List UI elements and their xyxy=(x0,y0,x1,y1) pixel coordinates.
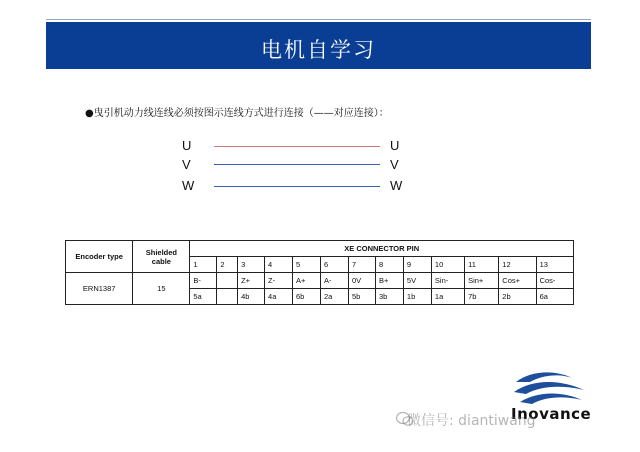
shielded-cable-header: Shielded cable xyxy=(133,241,190,273)
core-cell: 7b xyxy=(465,289,499,305)
pin-number-cell: 7 xyxy=(348,257,375,273)
pin-number-cell: 6 xyxy=(321,257,349,273)
signal-cell: 5V xyxy=(403,273,431,289)
pin-number-cell: 3 xyxy=(238,257,265,273)
pin-number-cell: 8 xyxy=(375,257,403,273)
company-name: Inovance xyxy=(511,405,592,423)
wire-label-left: W xyxy=(182,178,195,193)
wire-line-u xyxy=(214,146,380,147)
wiring-note: ●曳引机动力线连线必须按图示连线方式进行连接（——对应连接）： xyxy=(85,108,389,119)
wire-line-w xyxy=(214,186,380,187)
pin-number-cell: 5 xyxy=(293,257,321,273)
core-cell: 2b xyxy=(499,289,536,305)
wire-label-left: V xyxy=(182,157,191,172)
signal-row xyxy=(66,273,574,289)
signal-cell: A- xyxy=(321,273,349,289)
pin-number-cell: 12 xyxy=(499,257,536,273)
inovance-logo-icon xyxy=(512,368,588,408)
signal-cell: B- xyxy=(190,273,217,289)
signal-cell: Sin- xyxy=(431,273,464,289)
signal-cell: B+ xyxy=(375,273,403,289)
wire-line-v xyxy=(214,164,380,165)
shielded-cable-value: 15 xyxy=(133,273,190,305)
wire-label-right: V xyxy=(390,157,399,172)
core-cell: 5b xyxy=(348,289,375,305)
signal-cell: Z- xyxy=(265,273,293,289)
pin-number-cell: 13 xyxy=(536,257,573,273)
core-cell: 4b xyxy=(238,289,265,305)
core-cell: 6b xyxy=(293,289,321,305)
core-cell: 4a xyxy=(265,289,293,305)
pin-number-cell: 4 xyxy=(265,257,293,273)
signal-cell: 0V xyxy=(348,273,375,289)
encoder-model: ERN1387 xyxy=(66,273,133,305)
encoder-type-header: Encoder type xyxy=(66,241,133,273)
encoder-pin-table xyxy=(65,240,574,305)
core-cell: 6a xyxy=(536,289,573,305)
signal-cell xyxy=(217,273,238,289)
watermark-text: 微信号: diantiwang xyxy=(407,413,536,429)
core-cell: 3b xyxy=(375,289,403,305)
pin-number-cell: 2 xyxy=(217,257,238,273)
core-cell: 2a xyxy=(321,289,349,305)
pin-number-cell: 10 xyxy=(431,257,464,273)
signal-cell: Cos- xyxy=(536,273,573,289)
signal-cell: Sin+ xyxy=(465,273,499,289)
wire-label-right: U xyxy=(390,138,400,153)
page-title: 电机自学习 xyxy=(261,38,376,62)
connector-pin-header: XE CONNECTOR PIN xyxy=(190,241,574,257)
signal-cell: A+ xyxy=(293,273,321,289)
pin-number-cell: 11 xyxy=(465,257,499,273)
core-cell: 5a xyxy=(190,289,217,305)
signal-cell: Cos+ xyxy=(499,273,536,289)
core-cell: 1a xyxy=(431,289,464,305)
pin-number-cell: 9 xyxy=(403,257,431,273)
wire-label-left: U xyxy=(182,138,192,153)
title-banner xyxy=(46,22,591,69)
pin-number-cell: 1 xyxy=(190,257,217,273)
core-cell: 1b xyxy=(403,289,431,305)
header-divider xyxy=(46,19,591,20)
signal-cell: Z+ xyxy=(238,273,265,289)
wire-label-right: W xyxy=(390,178,403,193)
core-cell xyxy=(217,289,238,305)
